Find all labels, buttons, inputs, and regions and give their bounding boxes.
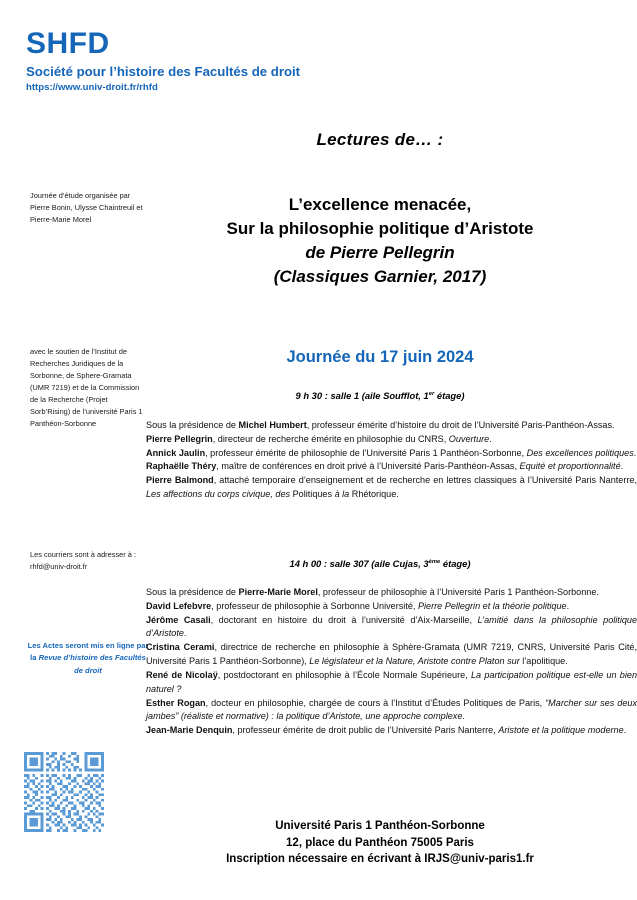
afternoon-time-suffix: étage) xyxy=(440,558,471,569)
speaker-paper-title: L’amitié dans la philosophie politique d’Aristote xyxy=(146,614,637,639)
morning-time-prefix: 9 h 30 : salle 1 (aile Soufflot, 1 xyxy=(295,390,429,401)
session-program-morning xyxy=(146,419,637,502)
speaker-paper-title: Le législateur et la Nature, Aristote contre Platon sur xyxy=(309,656,520,667)
session-program-afternoon xyxy=(146,586,637,738)
speaker-entry xyxy=(146,724,637,738)
speaker-tail: . xyxy=(462,711,465,722)
title-line-4: (Classiques Garnier, 2017) xyxy=(273,267,487,287)
chair-intro: Sous la présidence de xyxy=(146,420,239,430)
speaker-name: Raphaëlle Théry xyxy=(146,461,217,472)
speaker-entry xyxy=(146,669,637,697)
session-time-morning xyxy=(140,390,620,401)
chair-name: Pierre-Marie Morel xyxy=(238,587,318,597)
speaker-paper-title: Equité et proportionnalité xyxy=(519,461,621,472)
logo-acronym: SHFD xyxy=(26,27,110,60)
speaker-name: David Lefebvre xyxy=(146,600,212,611)
proceedings-note xyxy=(26,640,150,677)
qr-code[interactable] xyxy=(24,752,104,832)
speaker-name: René de Nicolaÿ xyxy=(146,669,218,680)
speaker-paper-title: “Marcher sur ses deux jambes” (réaliste et normative) : la politique d’Aristote, une approche complexe xyxy=(146,697,637,722)
chair-line xyxy=(146,419,637,433)
speaker-paper-title: Des excellences politiques xyxy=(526,447,634,458)
speaker-name: Jean-Marie Denquin xyxy=(146,725,233,736)
speaker-paper-title: Aristote et la politique moderne xyxy=(498,725,624,736)
series-title: Lectures de… : xyxy=(316,130,444,149)
speaker-tail: . xyxy=(489,433,492,444)
speaker-name: Annick Jaulin xyxy=(146,447,206,458)
speaker-tail: . xyxy=(565,656,568,667)
venue-institution: Université Paris 1 Panthéon-Sorbonne xyxy=(275,820,485,832)
speaker-affiliation: , directeur de recherche émérite en philosophie du CNRS, xyxy=(212,433,449,444)
speaker-paper-title-work2: Rhétorique xyxy=(351,489,397,500)
title-line-1: L’excellence menacée, xyxy=(288,195,472,214)
speaker-affiliation: , attaché temporaire d’enseignement et de recherche en lettres classiques à l’Université Paris Nanterre, xyxy=(213,475,637,486)
speaker-entry xyxy=(146,433,637,447)
speaker-paper-title: La participation politique est-elle un bien naturel ? xyxy=(146,669,637,694)
speaker-paper-title: Les affections du corps civique, des xyxy=(146,489,291,500)
speaker-paper-title: Ouverture xyxy=(448,433,490,444)
speaker-paper-title: Pierre Pellegrin et la théorie politique xyxy=(417,600,567,611)
organisers-note: Journée d’étude organisée par Pierre Bonin, Ulysse Chaintreuil et Pierre-Marie Morel xyxy=(30,191,143,224)
speaker-name: Pierre Pellegrin xyxy=(146,433,213,444)
speaker-tail: . xyxy=(566,600,570,611)
logo-full-name: Société pour l’histoire des Facultés de droit xyxy=(26,63,301,79)
speaker-name: Pierre Balmond xyxy=(146,475,214,486)
speaker-affiliation: , docteur en philosophie, chargée de cours à l’Institut d’Études Politiques de Paris, xyxy=(205,697,546,708)
speaker-tail: . xyxy=(183,628,187,639)
speaker-paper-title-conn: à la xyxy=(334,489,350,500)
speaker-tail: . xyxy=(633,447,637,458)
journal-name-line2: des Facultés de droit xyxy=(74,653,146,675)
chair-intro: Sous la présidence de xyxy=(146,587,239,597)
poster-main-content xyxy=(140,0,637,900)
speaker-entry xyxy=(146,474,637,502)
speaker-entry xyxy=(146,697,637,725)
chair-line xyxy=(146,586,637,600)
speaker-affiliation: , doctorant en histoire du droit à l’université d’Aix-Marseille, xyxy=(210,614,478,625)
speaker-affiliation: , professeur émérite de droit public de l’Université Paris Nanterre, xyxy=(232,725,499,736)
speaker-affiliation: , maître de conférences en droit privé à l’Université Paris-Panthéon-Assas, xyxy=(216,461,520,472)
registration-info[interactable]: Inscription nécessaire en écrivant à IRJS@univ-paris1.fr xyxy=(226,853,534,866)
chair-affiliation: , professeur de philosophie à l’Université Paris 1 Panthéon-Sorbonne. xyxy=(317,587,599,597)
journal-name-line1: Revue d’histoire xyxy=(38,653,98,663)
morning-time-ordinal: er xyxy=(428,390,435,397)
afternoon-time-prefix: 14 h 00 : salle 307 (aile Cujas, 3 xyxy=(289,558,429,569)
afternoon-time-ordinal: ème xyxy=(428,558,441,565)
day-heading: Journée du 17 juin 2024 xyxy=(286,348,474,366)
speaker-entry xyxy=(146,447,637,461)
contact-note: Les courriers sont à adresser à : rhfd@univ-droit.fr xyxy=(30,550,136,571)
morning-time-suffix: étage) xyxy=(434,390,465,401)
speaker-affiliation: , directrice de recherche en philosophie à Sphère-Gramata (UMR 7219, CNRS, Université Paris Cité, Université Paris 1 Panthéon-Sorbonne), xyxy=(146,642,637,667)
chair-affiliation: , professeur émérite d’histoire du droit de l’Université Paris-Panthéon-Assas. xyxy=(306,420,615,430)
venue-address: 12, place du Panthéon 75005 Paris xyxy=(286,836,474,849)
venue-footer xyxy=(140,818,620,868)
society-website-url[interactable]: https://www.univ-droit.fr/rhfd xyxy=(26,81,158,93)
speaker-affiliation: , professeur de philosophie à Sorbonne Université, xyxy=(211,600,418,611)
speaker-entry xyxy=(146,460,637,474)
session-time-afternoon xyxy=(140,558,620,569)
left-sidebar xyxy=(0,0,150,900)
chair-name: Michel Humbert xyxy=(238,420,307,430)
speaker-paper-title-work: Politiques xyxy=(292,489,333,500)
speaker-affiliation: , professeur émérite de philosophie de l’Université Paris 1 Panthéon-Sorbonne, xyxy=(205,447,527,458)
funding-support-note: avec le soutien de l’Institut de Recherches Juridiques de la Sorbonne, de Sphere-Gramata (UMR 7219) et de la Commission de la Recherche (Projet Sorb’Rising) de l’université Paris 1 Panthéon-Sorbonne xyxy=(30,347,143,428)
title-line-2: Sur la philosophie politique d’Aristote xyxy=(226,219,534,239)
speaker-entry xyxy=(146,641,637,669)
speaker-paper-title-work: l’apolitique xyxy=(522,656,566,667)
speaker-name: Esther Rogan xyxy=(146,697,206,708)
proceedings-intro: Les Actes seront mis en ligne par la xyxy=(27,641,149,663)
speaker-entry xyxy=(146,600,637,614)
speaker-tail: . xyxy=(620,461,624,472)
speaker-name: Jérôme Casali xyxy=(146,614,211,625)
title-line-3: de Pierre Pellegrin xyxy=(305,243,455,263)
speaker-tail: . xyxy=(623,725,627,736)
speaker-name: Cristina Cerami xyxy=(146,642,215,653)
speaker-tail: . xyxy=(396,489,399,500)
event-title xyxy=(140,193,620,290)
speaker-entry xyxy=(146,614,637,642)
speaker-affiliation: , postdoctorant en philosophie à l’École Normale Supérieure, xyxy=(217,669,471,680)
